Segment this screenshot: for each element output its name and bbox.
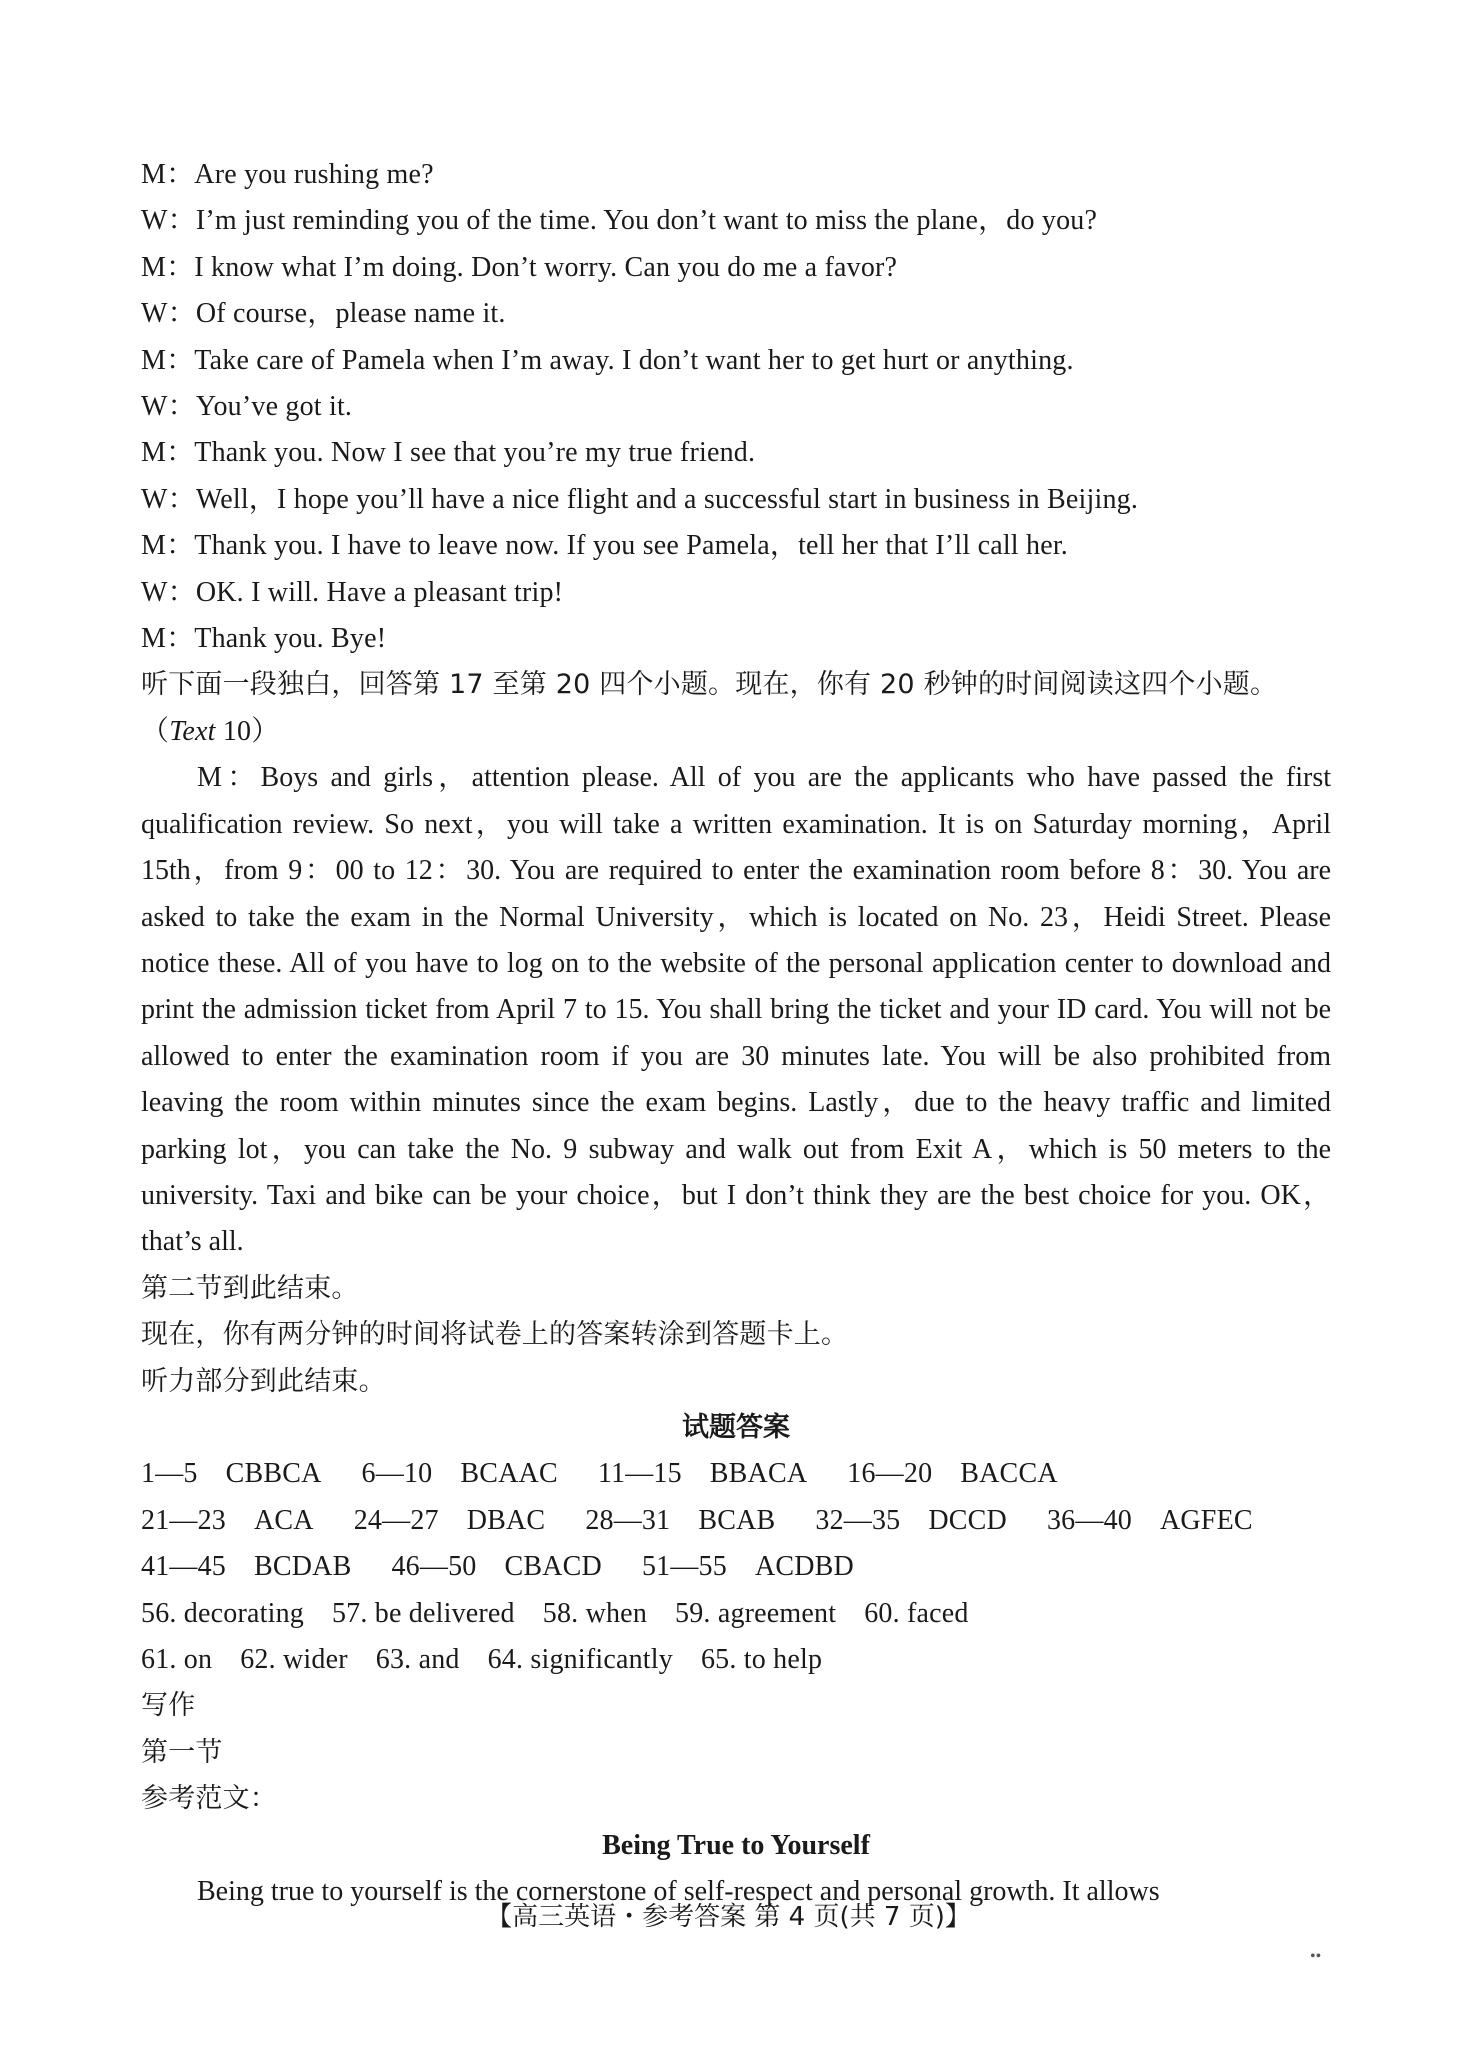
answer-letters: BBACA bbox=[709, 1458, 808, 1490]
fill-answer: 63. and bbox=[375, 1644, 460, 1675]
fill-in-answers bbox=[141, 1591, 1331, 1684]
answer-range: 28—31 bbox=[585, 1504, 671, 1536]
page-footer: 【高三英语・参考答案 第 4 页(共 7 页)】 bbox=[486, 1902, 971, 1932]
answer-row bbox=[141, 1451, 1331, 1497]
answer-letters: CBACD bbox=[504, 1551, 602, 1583]
answer-row bbox=[141, 1544, 1331, 1590]
text10-label-italic: Text bbox=[169, 715, 216, 747]
answer-range: 51—55 bbox=[641, 1551, 727, 1583]
text10-label-num: 10） bbox=[215, 715, 280, 747]
answer-page bbox=[141, 152, 1331, 1915]
dialogue-line: M：Thank you. Bye! bbox=[141, 623, 387, 655]
dialogue-line: W：I’m just reminding you of the time. You don’t want to miss the plane，do you? bbox=[141, 205, 1098, 237]
dialogue-line: M：Are you rushing me? bbox=[141, 159, 434, 190]
fill-row bbox=[141, 1637, 1331, 1683]
answer-row bbox=[141, 1498, 1331, 1544]
answer-key bbox=[141, 1451, 1331, 1590]
text10-instruction: 听下面一段独白，回答第 17 至第 20 四个小题。现在，你有 20 秒钟的时间阅读这四个小题。 bbox=[141, 669, 1278, 701]
dialogue-line: M：Take care of Pamela when I’m away. I don’t want her to get hurt or anything. bbox=[141, 344, 1074, 376]
answer-letters: ACDBD bbox=[754, 1551, 854, 1583]
fill-answer: 60. faced bbox=[864, 1597, 969, 1629]
dialogue-line: M：Thank you. I have to leave now. If you see Pamela，tell her that I’ll call her. bbox=[141, 530, 1068, 562]
answer-range: 36—40 bbox=[1046, 1504, 1132, 1536]
transfer-note: 现在，你有两分钟的时间将试卷上的答案转涂到答题卡上。 bbox=[141, 1319, 849, 1351]
writing-heading: 写作 bbox=[141, 1690, 196, 1722]
listening-end-note: 听力部分到此结束。 bbox=[141, 1365, 386, 1397]
fill-answer: 64. significantly bbox=[487, 1644, 673, 1675]
fill-answer: 56. decorating bbox=[141, 1597, 304, 1629]
answer-letters: DCCD bbox=[928, 1504, 1007, 1536]
answer-letters: CBBCA bbox=[225, 1458, 322, 1490]
answer-letters: DBAC bbox=[466, 1504, 546, 1536]
answer-range: 21—23 bbox=[141, 1504, 226, 1536]
answer-range: 32—35 bbox=[815, 1504, 901, 1536]
text10-label-open: （ bbox=[141, 715, 170, 747]
answer-letters: AGFEC bbox=[1159, 1504, 1253, 1536]
dialogue-line: W：Well，I hope you’ll have a nice flight and a successful start in business in Beijing. bbox=[141, 483, 1139, 515]
dialogue-block bbox=[141, 152, 1331, 662]
fill-answer: 58. when bbox=[542, 1597, 648, 1629]
dialogue-line: W：You’ve got it. bbox=[141, 391, 353, 423]
section-one-heading: 第一节 bbox=[141, 1736, 223, 1768]
answers-title: 试题答案 bbox=[682, 1411, 790, 1443]
fill-answer: 57. be delivered bbox=[331, 1597, 515, 1629]
answer-letters: BACCA bbox=[960, 1458, 1058, 1490]
fill-answer: 62. wider bbox=[240, 1644, 348, 1675]
answer-range: 6—10 bbox=[361, 1458, 433, 1490]
dialogue-line: W：Of course，please name it. bbox=[141, 298, 506, 330]
answer-range: 24—27 bbox=[353, 1504, 439, 1536]
fill-answer: 61. on bbox=[141, 1644, 213, 1675]
answer-range: 41—45 bbox=[141, 1551, 226, 1583]
corner-mark: •• bbox=[1310, 1948, 1322, 1965]
dialogue-line: W：OK. I will. Have a pleasant trip! bbox=[141, 576, 564, 608]
essay-title: Being True to Yourself bbox=[602, 1829, 870, 1861]
monologue-paragraph: M：Boys and girls，attention please. All of you are the applicants who have passed the first qualification review. So next，you will take a written examination. It is on Saturday morning，April 15th，from 9：00 to 12：30. You are required to enter the examination room before 8：30. You are asked to take the exam in the Normal University，which is located on No. 23，Heidi Street. Please notice these. All of you have to log on to the website of the personal application center to download and print the admission ticket from April 7 to 15. You shall bring the ticket and your ID card. You will not be allowed to enter the examination room if you are 30 minutes late. You will be also prohibited from leaving the room within minutes since the exam begins. Lastly，due to the heavy traffic and limited parking lot，you can take the No. 9 subway and walk out from Exit A，which is 50 meters to the university. Taxi and bike can be your choice，but I don’t think they are the best choice for you. OK，that’s all. bbox=[141, 762, 1331, 1258]
text10-label bbox=[141, 709, 1331, 755]
answer-letters: BCDAB bbox=[254, 1551, 352, 1583]
answer-range: 11—15 bbox=[597, 1458, 682, 1490]
fill-row bbox=[141, 1591, 1331, 1637]
dialogue-line: M：I know what I’m doing. Don’t worry. Can you do me a favor? bbox=[141, 251, 898, 283]
fill-answer: 59. agreement bbox=[675, 1597, 837, 1629]
answer-range: 46—50 bbox=[391, 1551, 477, 1583]
sample-label: 参考范文： bbox=[141, 1783, 277, 1815]
answer-range: 16—20 bbox=[847, 1458, 933, 1490]
answer-letters: BCAB bbox=[698, 1504, 776, 1536]
answer-range: 1—5 bbox=[141, 1458, 198, 1490]
fill-answer: 65. to help bbox=[700, 1644, 823, 1675]
essay-first-line: Being true to yourself is the cornerstone of self-respect and personal growth. It allows bbox=[197, 1876, 1160, 1908]
answer-letters: ACA bbox=[254, 1504, 314, 1536]
answer-letters: BCAAC bbox=[460, 1458, 558, 1490]
section-end-note: 第二节到此结束。 bbox=[141, 1272, 359, 1304]
dialogue-line: M：Thank you. Now I see that you’re my true friend. bbox=[141, 437, 756, 469]
